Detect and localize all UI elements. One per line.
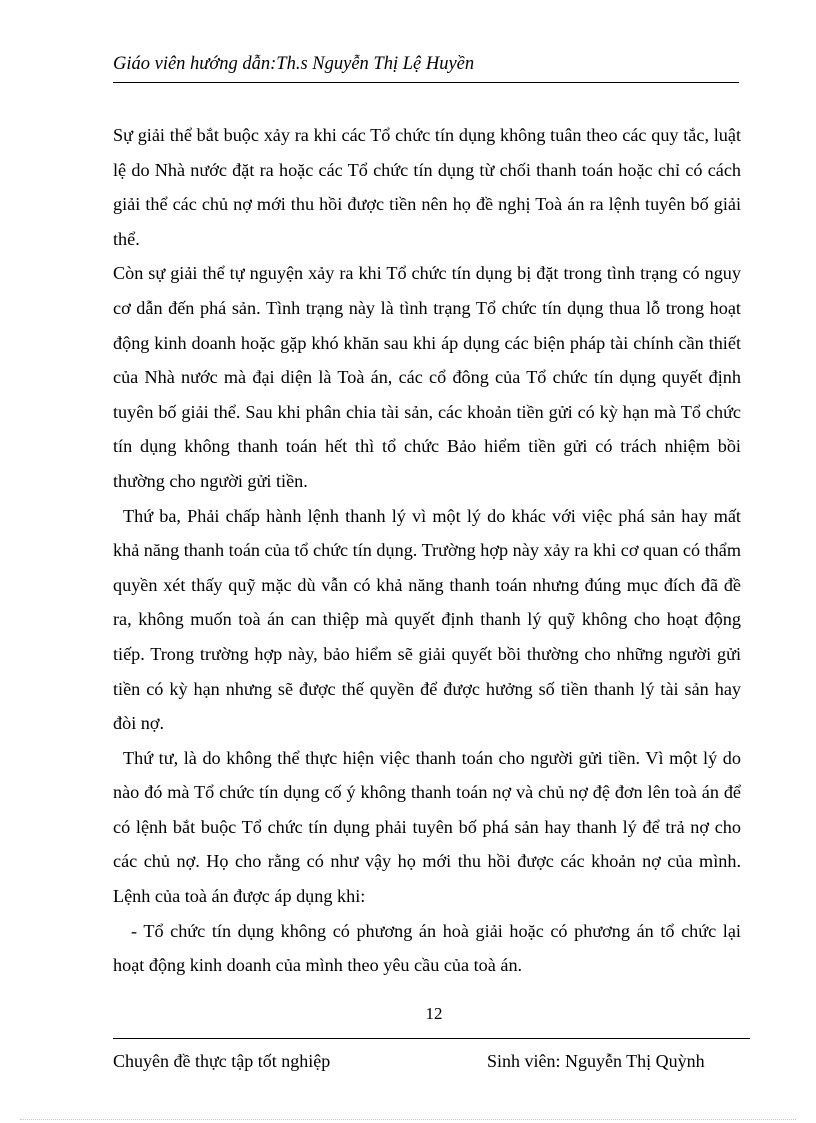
footer-thesis-title: Chuyên đề thực tập tốt nghiệp <box>113 1051 331 1071</box>
footer-divider <box>113 1038 750 1039</box>
page-bottom-edge <box>20 1119 796 1120</box>
page-body <box>113 118 741 983</box>
paragraph-liquidation-order: Thứ ba, Phải chấp hành lệnh thanh lý vì một lý do khác với việc phá sản hay mất khả năng thanh toán của tổ chức tín dụng. Trường hợp này xảy ra khi cơ quan có thẩm quyền xét thấy quỹ mặc dù vẫn có khả năng thanh toán nhưng đúng mục đích đã đề ra, không muốn toà án can thiệp mà quyết định thanh lý quỹ không cho hoạt động tiếp. Trong trường hợp này, bảo hiểm sẽ giải quyết bồi thường cho những người gửi tiền có kỳ hạn nhưng sẽ được thế quyền để được hưởng số tiền thanh lý tài sản hay đòi nợ. <box>113 505 741 734</box>
paragraph-voluntary-dissolution: Còn sự giải thể tự nguyện xảy ra khi Tổ chức tín dụng bị đặt trong tình trạng có nguy cơ dẫn đến phá sản. Tình trạng này là tình trạng Tổ chức tín dụng thua lỗ trong hoạt động kinh doanh hoặc gặp khó khăn sau khi áp dụng các biện pháp tài chính cần thiết của Nhà nước mà đại diện là Toà án, các cổ đông của Tổ chức tín dụng quyết định tuyên bố giải thể. Sau khi phân chia tài sản, các khoản tiền gửi có kỳ hạn mà Tổ chức tín dụng không thanh toán hết thì tổ chức Bảo hiểm tiền gửi có trách nhiệm bồi thường cho người gửi tiền. <box>113 263 741 491</box>
page-header: Giáo viên hướng dẫn:Th.s Nguyễn Thị Lệ Huyền <box>113 54 475 74</box>
paragraph-forced-dissolution: Sự giải thể bắt buộc xảy ra khi các Tổ chức tín dụng không tuân theo các quy tắc, luật lệ do Nhà nước đặt ra hoặc các Tổ chức tín dụng từ chối thanh toán hoặc chỉ có cách giải thể các chủ nợ mới thu hồi được tiền nên họ đề nghị Toà án ra lệnh tuyên bố giải thể. <box>113 125 741 249</box>
header-divider <box>113 82 739 83</box>
paragraph-payment-failure: Thứ tư, là do không thể thực hiện việc thanh toán cho người gửi tiền. Vì một lý do nào đó mà Tổ chức tín dụng cố ý không thanh toán nợ và chủ nợ đệ đơn lên toà án để có lệnh bắt buộc Tổ chức tín dụng phải tuyên bố phá sản hay thanh lý để trả nợ cho các chủ nợ. Họ cho rằng có như vậy họ mới thu hồi được các khoản nợ của mình. Lệnh của toà án được áp dụng khi: <box>113 747 741 907</box>
footer-student-name: Sinh viên: Nguyễn Thị Quỳnh <box>487 1051 705 1071</box>
page-number: 12 <box>425 1004 443 1023</box>
paragraph-court-condition: - Tổ chức tín dụng không có phương án hoà giải hoặc có phương án tổ chức lại hoạt động kinh doanh của mình theo yêu cầu của toà án. <box>113 920 741 976</box>
